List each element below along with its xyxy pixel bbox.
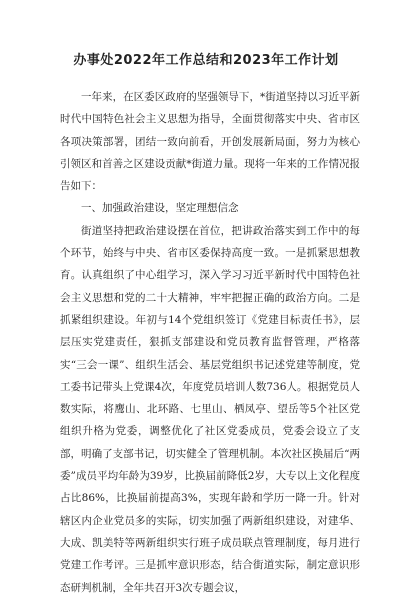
document-body — [60, 86, 360, 599]
section-heading: 一、加强政治建设，坚定理想信念 — [81, 202, 239, 215]
intro-paragraph: 一年来，在区委区政府的坚强领导下，*街道坚持以习近平新时代中国特色社会主义思想为指导，全面贯彻落实中央、省市区各项决策部署，团结一致向前看，开创发展新局面，努力为核心引领区和首善之区建设贡献*街道力量。现将一年来的工作情况报告如下： — [60, 91, 360, 193]
document-title: 办事处2022年工作总结和2023年工作计划 — [73, 53, 339, 68]
section-paragraph: 街道坚持把政治建设摆在首位，把讲政治落实到工作中的每个环节，始终与中央、省市区委保持高度一致。一是抓紧思想教育。认真组织了中心组学习，深入学习习近平新时代中国特色社会主义思想和党的二十大精神，牢牢把握正确的政治方向。二是抓紧组织建设。年初与14个党组织签订《党建目标责任书》，层层压实党建责任，狠抓支部建设和党员教育监督管理，严格落实“三会一课”、组织生活会、基层党组织书记述党建等制度，党工委书记带头上党课4次，年度党员培训人数736人。根据党员人数实际，将鹰山、北环路、七里山、栖凤亭、望岳等5个社区党组织升格为党委，调整优化了社区党委成员，党委会设立了支部，明确了支部书记，切实健全了管理机制。本次社区换届后“两委”成员平均年龄为39岁，比换届前降低2岁，大专以上文化程度占比86%，比换届前提高3%，实现年龄和学历一降一升。针对辖区内企业党员多的实际，切实加强了两新组织建设，对建华、大成、凯美特等两新组织实行班子成员联点管理制度，每月进行党建工作考评。三是抓牢意识形态，结合街道实际，制定意识形态研判机制，全年共召开3次专题会议， — [60, 224, 360, 594]
